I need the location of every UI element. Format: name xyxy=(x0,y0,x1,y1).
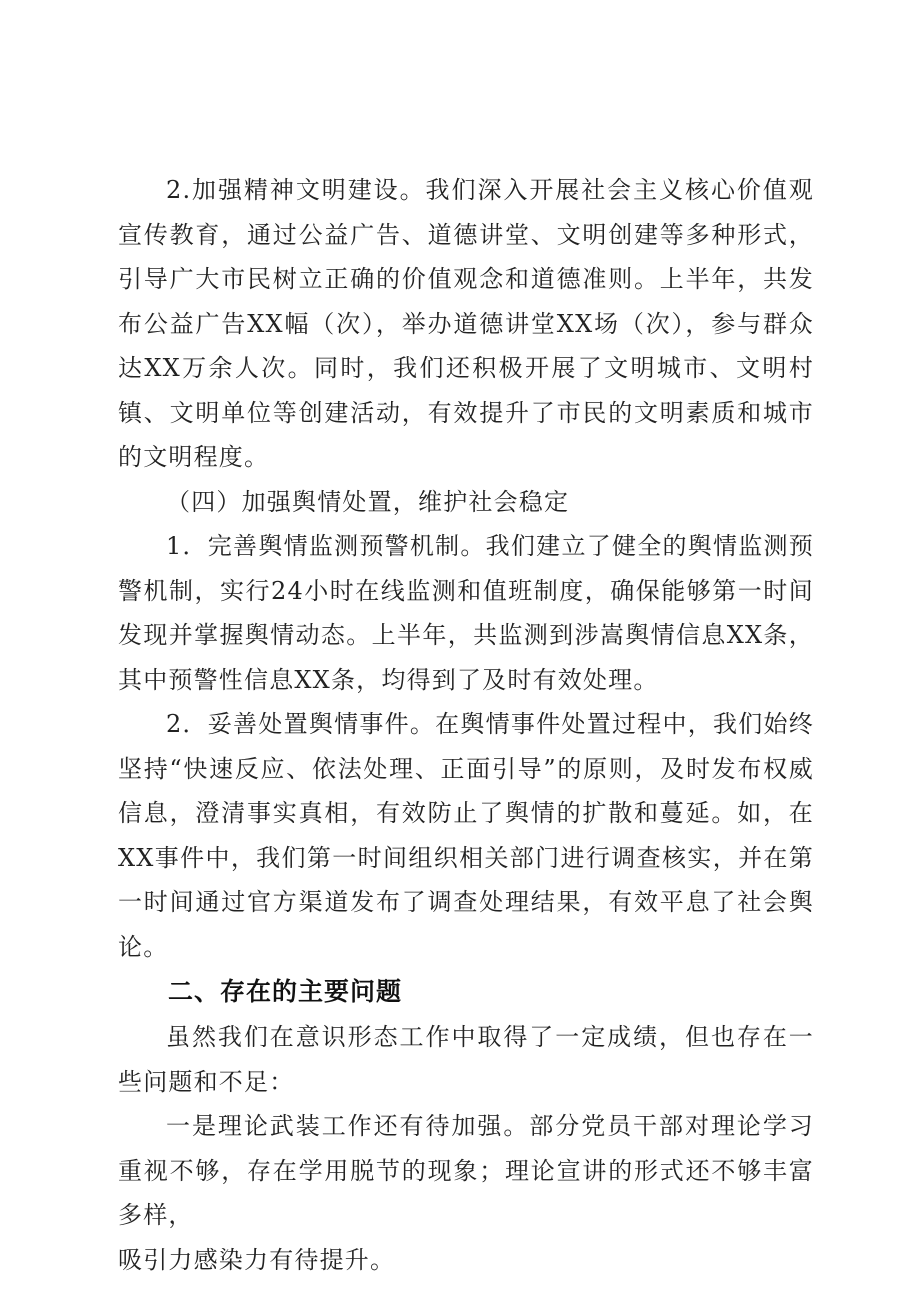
paragraph-monitoring-mechanism: 1．完善舆情监测预警机制。我们建立了健全的舆情监测预警机制，实行24小时在线监测和值班制度，确保能够第一时间发现并掌握舆情动态。上半年，共监测到涉嵩舆情信息XX条，其中预警性信息XX条，均得到了及时有效处理。 xyxy=(118,532,814,694)
paragraph-problems-intro: 虽然我们在意识形态工作中取得了一定成绩，但也存在一些问题和不足： xyxy=(118,1023,814,1096)
section-heading-problems: 二、存在的主要问题 xyxy=(168,977,403,1006)
paragraph-spiritual-civilization: 2.加强精神文明建设。我们深入开展社会主义核心价值观宣传教育，通过公益广告、道德讲堂、文明创建等多种形式，引导广大市民树立正确的价值观念和道德准则。上半年，共发布公益广告XX幅（次），举办道德讲堂XX场（次），参与群众达XX万余人次。同时，我们还积极开展了文明城市、文明村镇、文明单位等创建活动，有效提升了市民的文明素质和城市的文明程度。 xyxy=(118,176,814,471)
document-body xyxy=(118,168,814,1282)
paragraph-theory-problem-tail: 吸引力感染力有待提升。 xyxy=(118,1245,396,1274)
paragraph-incident-handling: 2．妥善处置舆情事件。在舆情事件处置过程中，我们始终坚持“快速反应、依法处理、正面引导”的原则，及时发布权威信息，澄清事实真相，有效防止了舆情的扩散和蔓延。如，在XX事件中，我们第一时间组织相关部门进行调查核实，并在第一时间通过官方渠道发布了调查处理结果，有效平息了社会舆论。 xyxy=(118,710,814,961)
paragraph-theory-problem: 一是理论武装工作还有待加强。部分党员干部对理论学习重视不够，存在学用脱节的现象；理论宣讲的形式还不够丰富多样， xyxy=(118,1112,814,1229)
section-subheading: （四）加强舆情处置，维护社会稳定 xyxy=(166,487,570,516)
